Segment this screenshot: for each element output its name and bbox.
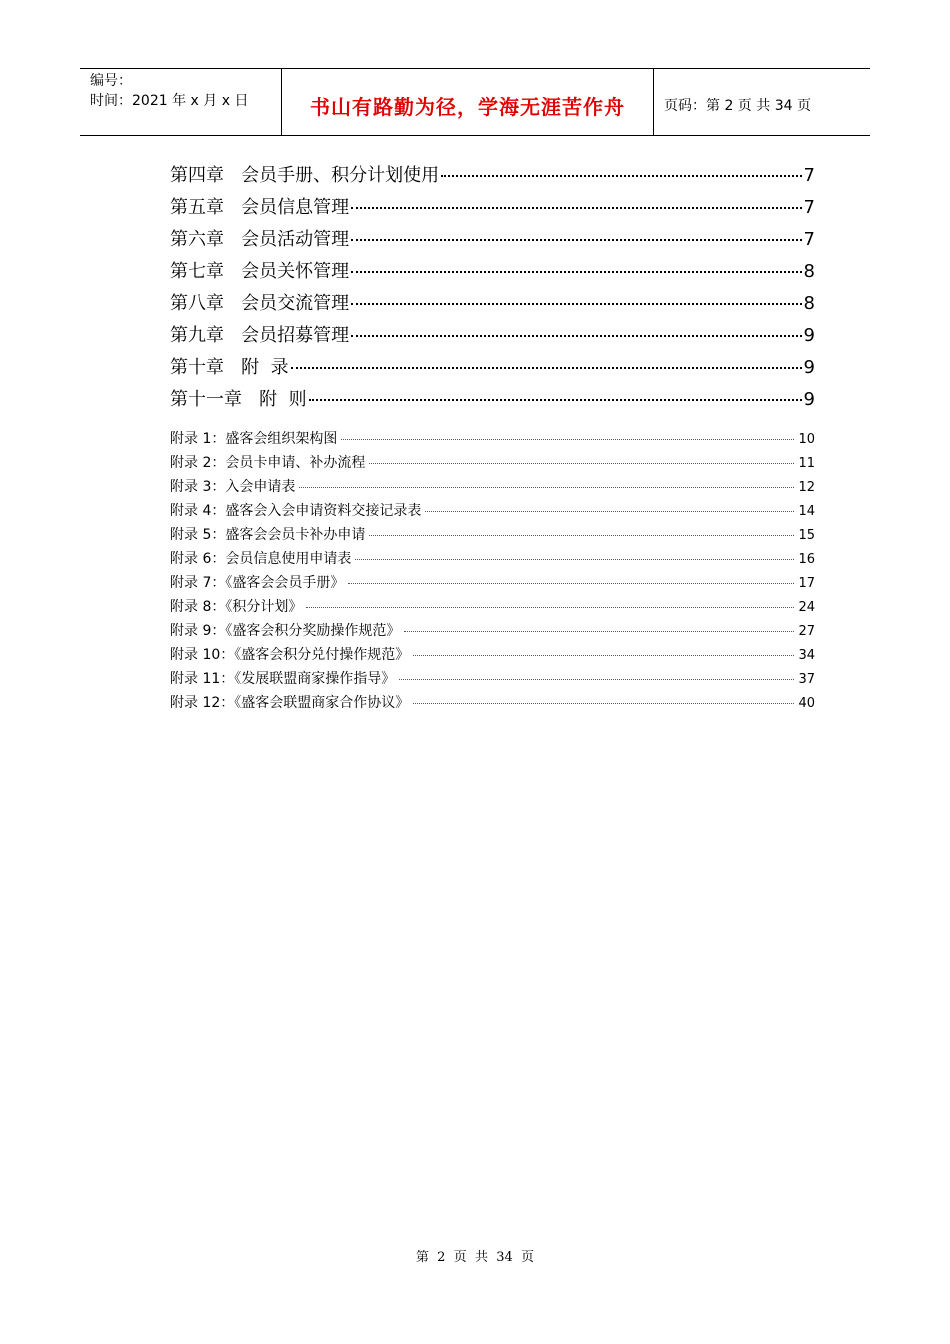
toc-entry-title: 第七章 会员关怀管理 — [170, 261, 350, 282]
toc-entry-page: 9 — [803, 389, 815, 410]
toc-appendix-entry[interactable] — [170, 428, 815, 452]
toc-chapter-entry[interactable] — [170, 193, 815, 225]
toc-leader — [369, 535, 794, 536]
toc-chapter-entry[interactable] — [170, 257, 815, 289]
toc-leader — [413, 703, 794, 704]
toc-appendix-entry[interactable] — [170, 596, 815, 620]
document-time-label: 时间：2021 年 x 月 x 日 — [90, 93, 249, 109]
toc-appendix-entry[interactable] — [170, 476, 815, 500]
toc-appendix-entry[interactable] — [170, 620, 815, 644]
header-motto: 书山有路勤为径，学海无涯苦作舟 — [310, 94, 625, 119]
toc-leader — [309, 399, 802, 401]
toc-entry-title: 附录 10：《盛客会积分兑付操作规范》 — [170, 647, 410, 663]
toc-leader — [348, 583, 794, 584]
toc-entry-title: 第六章 会员活动管理 — [170, 229, 350, 250]
toc-entry-page: 24 — [798, 600, 815, 615]
toc-entry-page: 8 — [803, 293, 815, 314]
toc-entry-page: 11 — [798, 456, 815, 471]
toc-entry-title: 附录 2：会员卡申请、补办流程 — [170, 455, 366, 471]
toc-appendix-entry[interactable] — [170, 572, 815, 596]
header-page-info: 页码：第 2 页 共 34 页 — [664, 98, 811, 114]
toc-entry-title: 附录 3：入会申请表 — [170, 479, 296, 495]
toc-chapter-entry[interactable] — [170, 289, 815, 321]
toc-leader — [351, 207, 801, 209]
toc-leader — [351, 239, 801, 241]
toc-leader — [441, 175, 801, 177]
toc-entry-page: 15 — [798, 528, 815, 543]
toc-entry-page: 7 — [803, 165, 815, 186]
toc-entry-title: 第十一章 附 则 — [170, 389, 307, 410]
toc-entry-page: 7 — [803, 197, 815, 218]
toc-chapter-list — [170, 161, 815, 417]
toc-chapter-entry[interactable] — [170, 321, 815, 353]
toc-appendix-list — [170, 428, 815, 716]
toc-leader — [351, 335, 801, 337]
toc-leader — [404, 631, 794, 632]
toc-appendix-entry[interactable] — [170, 668, 815, 692]
toc-entry-page: 40 — [798, 696, 815, 711]
toc-entry-title: 附录 12：《盛客会联盟商家合作协议》 — [170, 695, 410, 711]
toc-leader — [341, 439, 794, 440]
toc-entry-title: 第五章 会员信息管理 — [170, 197, 350, 218]
toc-entry-title: 第八章 会员交流管理 — [170, 293, 350, 314]
toc-entry-page: 9 — [803, 325, 815, 346]
toc-entry-page: 34 — [798, 648, 815, 663]
toc-leader — [369, 463, 794, 464]
page-header — [80, 68, 870, 136]
page-footer — [0, 1246, 950, 1265]
toc-entry-title: 第四章 会员手册、积分计划使用 — [170, 165, 440, 186]
toc-leader — [425, 511, 794, 512]
toc-leader — [306, 607, 794, 608]
toc-entry-page: 17 — [798, 576, 815, 591]
toc-leader — [351, 271, 801, 273]
toc-entry-title: 第九章 会员招募管理 — [170, 325, 350, 346]
toc-entry-page: 8 — [803, 261, 815, 282]
toc-entry-page: 12 — [798, 480, 815, 495]
toc-entry-page: 10 — [798, 432, 815, 447]
toc-entry-title: 附录 7：《盛客会会员手册》 — [170, 575, 345, 591]
toc-entry-title: 附录 11：《发展联盟商家操作指导》 — [170, 671, 396, 687]
toc-entry-title: 第十章 附 录 — [170, 357, 289, 378]
header-meta — [80, 69, 282, 135]
toc-appendix-entry[interactable] — [170, 452, 815, 476]
toc-appendix-entry[interactable] — [170, 524, 815, 548]
toc-appendix-entry[interactable] — [170, 548, 815, 572]
toc-entry-page: 9 — [803, 357, 815, 378]
toc-leader — [351, 303, 801, 305]
header-motto-cell — [282, 69, 654, 135]
toc-entry-title: 附录 4：盛客会入会申请资料交接记录表 — [170, 503, 422, 519]
toc-leader — [413, 655, 794, 656]
toc-entry-title: 附录 6：会员信息使用申请表 — [170, 551, 352, 567]
toc-appendix-entry[interactable] — [170, 644, 815, 668]
toc-entry-page: 16 — [798, 552, 815, 567]
toc-entry-title: 附录 8：《积分计划》 — [170, 599, 303, 615]
toc-entry-title: 附录 5：盛客会会员卡补办申请 — [170, 527, 366, 543]
toc-entry-title: 附录 1：盛客会组织架构图 — [170, 431, 338, 447]
toc-appendix-entry[interactable] — [170, 500, 815, 524]
toc-entry-page: 7 — [803, 229, 815, 250]
toc-leader — [399, 679, 794, 680]
document-number-label: 编号： — [90, 73, 132, 89]
toc-chapter-entry[interactable] — [170, 353, 815, 385]
toc-chapter-entry[interactable] — [170, 161, 815, 193]
toc-chapter-entry[interactable] — [170, 225, 815, 257]
toc-appendix-entry[interactable] — [170, 692, 815, 716]
toc-chapter-entry[interactable] — [170, 385, 815, 417]
toc-entry-title: 附录 9：《盛客会积分奖励操作规范》 — [170, 623, 401, 639]
header-page-info-cell — [654, 69, 870, 135]
toc-entry-page: 14 — [798, 504, 815, 519]
footer-page-number: 第 2 页 共 34 页 — [415, 1250, 535, 1265]
toc-entry-page: 27 — [798, 624, 815, 639]
toc-leader — [291, 367, 802, 369]
toc-entry-page: 37 — [798, 672, 815, 687]
toc-leader — [355, 559, 794, 560]
toc-leader — [299, 487, 794, 488]
